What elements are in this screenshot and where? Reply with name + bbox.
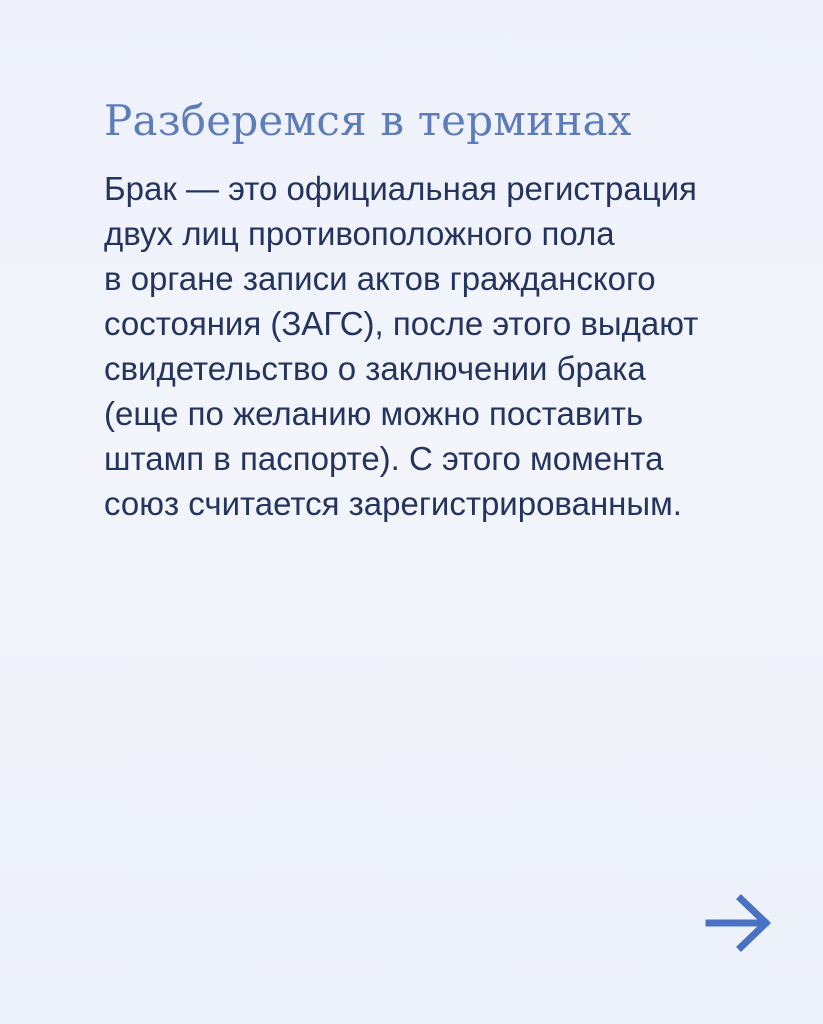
paragraph-line: состояния (ЗАГС), после этого выдают xyxy=(104,305,699,342)
slide-heading: Разберемся в терминах xyxy=(104,96,632,145)
paragraph-line: двух лиц противоположного пола xyxy=(104,215,615,252)
arrow-right-icon xyxy=(701,889,777,957)
paragraph-line: союз считается зарегистрированным. xyxy=(104,485,682,522)
paragraph-line: в органе записи актов гражданского xyxy=(104,260,656,297)
next-slide-button[interactable] xyxy=(701,889,777,957)
paragraph-line: свидетельство о заключении брака xyxy=(104,350,646,387)
definition-paragraph xyxy=(104,166,744,526)
paragraph-line: Брак — это официальная регистрация xyxy=(104,170,697,207)
paragraph-line: штамп в паспорте). С этого момента xyxy=(104,440,664,477)
paragraph-line: (еще по желанию можно поставить xyxy=(104,395,644,432)
